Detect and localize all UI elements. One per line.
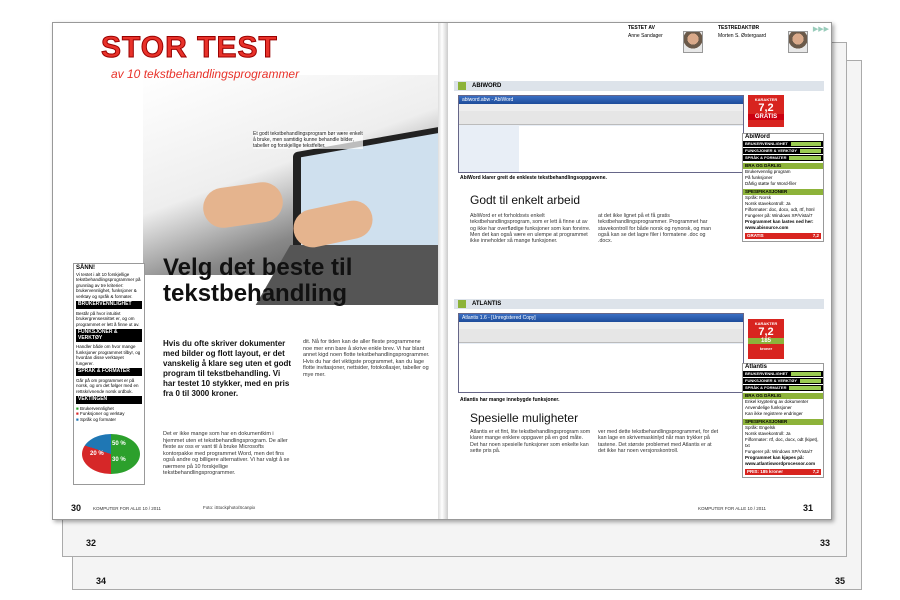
hand-image (201, 180, 286, 231)
pie-label: 20 % (90, 451, 104, 457)
pie-label: 30 % (112, 457, 126, 463)
screenshot-caption: Atlantis har mange innebygde funksjoner. (460, 397, 560, 403)
document-area (459, 344, 743, 392)
tester-photo (683, 31, 703, 53)
pie-label: 50 % (112, 441, 126, 447)
tester-name: Anne Sandager (628, 33, 663, 39)
page-number: 31 (803, 503, 814, 513)
scorecard-atlantis: Atlantis BRUKERVENNLIGHET FUNKSJONER & VERKTØY SPRÅK & FORMATER BRA OG DÅRLIG Enkel kryptering av dokumenter Anvendelige funksjoner Kan ikke registrere endringer SPESIFIKASJONER Språk: Engelsk Norsk stavekontroll: Ja Filformater: rtf, doc, docx, odt (kipet), txt Fungerer på: Windows XP/Vista/7 Programmet kan kjøpes på: www.atlantiswordprocessor.com PRIS: 185 kroner 7,2 (742, 363, 824, 478)
editor-label: TESTREDAKTØR (718, 25, 760, 31)
page-footer: KOMPUTER FOR ALLE 10 / 2011 (698, 506, 766, 511)
back-page-number: 32 (86, 538, 97, 548)
sidebox-subheading: BRUKERVENNLIGHET (76, 301, 142, 309)
laptop-photo (143, 75, 438, 275)
legend-item: ■ Funksjoner og verktøy (76, 411, 125, 416)
article-body: Det er ikke mange som har en dokumentkim i hjemmet uten et tekstbehandlingsprogram. De aller fleste av oss er vant til å bruke Microsofts kontorpakke med programmet Word, men det fins også andre og billigere alternativer. Vi har valgt å se nærmere på 10 forskjellige tekstbehandlingsprogrammer. (163, 431, 290, 476)
feature-title: STOR TEST (101, 31, 278, 64)
page-number: 30 (71, 503, 82, 513)
grade-badge: KARAKTER 7,2 185 kroner (748, 319, 784, 359)
abiword-screenshot (458, 95, 744, 173)
window-title: Atlantis 1.6 - [Unregistered Copy] (459, 314, 743, 322)
legend-item: ■ Språk og formater (76, 416, 116, 422)
review-heading: Godt til enkelt arbeid (470, 193, 581, 207)
article-headline: Velg det beste til tekstbehandling (163, 254, 353, 307)
section-header-abiword: ABIWORD (454, 81, 824, 91)
article-body: dit. Nå for tiden kan de aller fleste programmene noe mer enn bare å skrive enkle brev. Vi har blant annet kigd noen flotte tekstbehandlingsprogrammer. Hvis du har det viktigste programmet, kan du lage flotte invitasjoner, nettsider, fotokollasjer, tabeller og mye mer. (303, 339, 430, 378)
sidebox-subheading: VEKTINGEN (76, 396, 142, 404)
menu-bar (459, 104, 743, 111)
sidebox-heading: SÅNN! (76, 265, 95, 271)
window-title: abiword.abw - AbiWord (459, 96, 743, 104)
sidebox-text: Vi testet i alt 10 forskjellige tekstbehandlingsprogrammer på grunnlag av tre kriterier: brukervennlighet, funksjoner & verktøy og språk & formater. (76, 271, 141, 299)
feature-subtitle: av 10 tekstbehandlingsprogrammer (111, 67, 300, 81)
sidebox-text: Går på om programmet er på norsk, og om det følger med en rettskrivnende norsk ordbok. (76, 377, 139, 394)
back-page-number: 35 (835, 576, 846, 586)
review-column: at det ikke lignet på et få gratis tekstbehandlingsprogrammer. Programmet har stavekontroll for både norsk og nynorsk, og man også kan se det lagre filer i formatene .doc og .docx. (598, 213, 712, 245)
atlantis-screenshot (458, 313, 744, 393)
legend-item: ■ Brukervennlighet (76, 405, 114, 411)
photo-caption: Et godt tekstbehandlingsprogram bør være enkelt å bruke, men samtidig kunne behandle bilder, tabeller og forskjellige tekstfelter. (253, 131, 363, 149)
magazine-spread (52, 22, 832, 520)
menu-bar (459, 322, 743, 329)
test-credits (628, 25, 828, 65)
method-sidebox (73, 263, 145, 485)
right-page (448, 23, 833, 519)
page-footer: KOMPUTER FOR ALLE 10 / 2011 (93, 506, 161, 511)
photo-credit: Foto: iStockphoto/Scanpix (203, 505, 256, 510)
review-column: Atlantis er et fint, lite tekstbehandlingsprogram som klarer mange enklere oppgaver på en god måte. Det har noen spesielle funksjoner som enkelte kan sette pris på. (470, 429, 591, 454)
back-page-number: 34 (96, 576, 107, 586)
document-area (519, 126, 743, 172)
toolbar (459, 111, 743, 125)
editor-name: Morten S. Østergaard (718, 33, 767, 39)
review-column: ver med dette tekstbehandlingsprogrammet, for det kan lage en skrivemaskinlyd når man trykker på tastene. Det største problemet med Atlantis er at det ikke har noen versjonskontroll. (598, 429, 719, 454)
back-page-number: 33 (820, 538, 831, 548)
left-page (53, 23, 438, 519)
page-fold (438, 23, 448, 519)
tested-by-label: TESTET AV (628, 25, 655, 31)
arrow-icon: ▶▶▶ (812, 26, 829, 33)
section-header-atlantis: ATLANTIS (454, 299, 824, 309)
sidebox-text: Består på hvor intuitivt brukergrensesnittet er, og om programmet er lett å finne ut av. (76, 310, 140, 327)
screenshot-caption: AbiWord klarer greit de enkleste tekstbehandlingsoppgavene. (460, 175, 607, 181)
sidebox-subheading: FUNKSJONER & VERKTØY (76, 329, 142, 342)
scorecard-abiword: AbiWord BRUKERVENNLIGHET FUNKSJONER & VERKTØY SPRÅK & FORMATER BRA OG DÅRLIG Brukervennlig program På funksjoner Dårlig støtte for Word-filer SPESIFIKASJONER Språk: Norsk Norsk stavekontroll: Ja Filformater: doc, docx, odt, rtf, html Fungerer på: Windows XP/Vista/7 Programmet kan lastes ned her: www.abisource.com GRATIS 7,2 (742, 133, 824, 242)
review-column: AbiWord er et forholdsvis enkelt tekstbehandlingsprogram, som er lett å finne ut av og ikke har overflødige funksjoner som kan forvirre. Men det kan også være en ulempe at programmet ikke inneholder så mange funksjoner. (470, 213, 591, 245)
toolbar (459, 329, 743, 343)
review-heading: Spesielle muligheter (470, 411, 579, 425)
article-intro: Hvis du ofte skriver dokumenter med bilder og flott layout, er det vanskelig å klare seg uten et godt program til tekstbehandling. Vi har testet 10 stykker, med en pris fra 0 til 3000 kroner. (163, 339, 292, 398)
weighting-pie-chart (82, 434, 140, 474)
editor-photo (788, 31, 808, 53)
sidebox-subheading: SPRÅK & FORMATER (76, 368, 142, 376)
grade-badge: KARAKTER 7,2 GRATIS (748, 95, 784, 127)
sidebox-text: Handler både om hvor mange funksjoner programmet tilbyr, og hvordan disse verktøyet fungerer. (76, 344, 141, 366)
